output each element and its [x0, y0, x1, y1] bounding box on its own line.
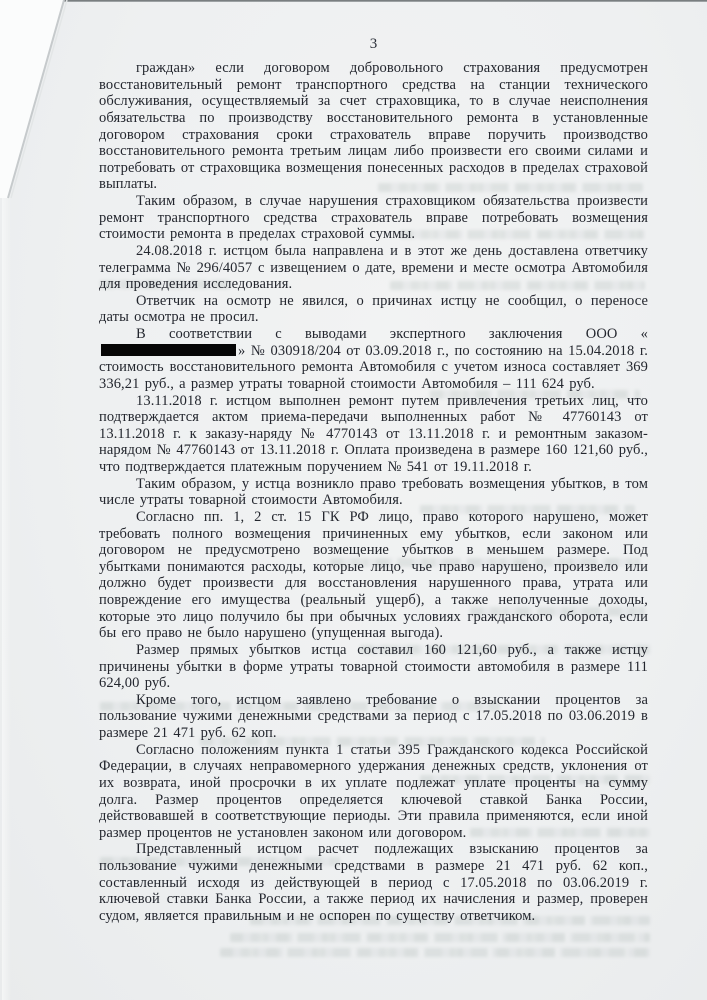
body-paragraph: 24.08.2018 г. истцом была направлена и в этот же день доставлена ответчику телеграмма № 296/4057 с извещением о дате, времени и месте осмотра Автомобиля для проведения исследования.	[99, 242, 648, 293]
redaction-bar	[101, 344, 236, 356]
bleedthrough-artifact	[230, 933, 650, 942]
body-paragraph	[99, 326, 648, 393]
folded-corner-icon	[0, 0, 100, 210]
body-paragraph: Согласно пп. 1, 2 ст. 15 ГК РФ лицо, право которого нарушено, может требовать полного возмещения причиненных ему убытков, если законом или договором не предусмотрено возмещение убытков в меньшем размере. Под убытками понимаются расходы, которые лицо, чье право нарушено, произвело или должно будет произвести для восстановления нарушенного права, утрата или повреждение его имущества (реальный ущерб), а также неполученные доходы, которые это лицо получило бы при обычных условиях гражданского оборота, если бы его право не было нарушено (упущенная выгода).	[99, 508, 648, 642]
page-left-highlight	[2, 190, 11, 1000]
body-paragraph: Таким образом, в случае нарушения страховщиком обязательства произвести ремонт транспортного средства страхователь вправе потребовать возмещения стоимости ремонта в пределах страховой суммы.	[99, 193, 648, 243]
body-paragraph: Согласно положениям пункта 1 статьи 395 Гражданского кодекса Российской Федерации, в случаях неправомерного удержания денежных средств, уклонения от их возврата, иной просрочки в их уплате подлежат уплате проценты на сумму долга. Размер процентов определяется ключевой ставкой Банка России, действовавшей в соответствующие периоды. Эти правила применяются, если иной размер процентов не установлен законом или договором.	[99, 741, 648, 841]
body-paragraph: Ответчик на осмотр не явился, о причинах истцу не сообщил, о переносе даты осмотра не просил.	[99, 292, 648, 326]
paragraph-text-after-redaction: » № 030918/204 от 03.09.2018 г., по состоянию на 15.04.2018 г. стоимость восстановительного ремонта Автомобиля с учетом износа составляет 369 336,21 руб., а размер утраты товарной стоимости Автомобиля – 111 624 руб.	[99, 342, 648, 392]
document-body	[99, 60, 648, 925]
body-paragraph: Таким образом, у истца возникло право требовать возмещения убытков, в том числе утраты товарной стоимости Автомобиля.	[99, 475, 648, 509]
body-paragraph: Кроме того, истцом заявлено требование о взыскании процентов за пользование чужими денежными средствами за период с 17.05.2018 по 03.06.2019 в размере 21 471 руб. 62 коп.	[99, 691, 648, 741]
page-number: 3	[369, 36, 378, 52]
scan-edge-top	[0, 0, 707, 2]
bleedthrough-artifact	[220, 948, 650, 957]
paragraph-text-before-redaction: В соответствии с выводами экспертного заключения ООО «	[136, 326, 648, 342]
body-paragraph: Размер прямых убытков истца составил 160 121,60 руб., а также истцу причинены убытки в форме утраты товарной стоимости автомобиля в размере 111 624,00 руб.	[99, 641, 648, 692]
body-paragraph: Представленный истцом расчет подлежащих взысканию процентов за пользование чужими денежными средствами в размере 21 471 руб. 62 коп., составленный исходя из действующей в период с 17.05.2018 по 03.06.2019 г. ключевой ставки Банка России, а также период их начисления и размер, проверен судом, является правильным и не оспорен по существу ответчиком.	[99, 841, 648, 924]
body-paragraph: 13.11.2018 г. истцом выполнен ремонт путем привлечения третьих лиц, что подтверждается актом приема-передачи выполненных работ № 47760143 от 13.11.2018 г. к заказу-наряду № 4770143 от 13.11.2018 г. и ремонтным заказом-нарядом № 47760143 от 13.11.2018 г. Оплата произведена в размере 160 121,60 руб., что подтверждается платежным поручением № 541 от 19.11.2018 г.	[99, 392, 648, 475]
body-paragraph: граждан» если договором добровольного страхования предусмотрен восстановительный ремонт транспортного средства на станции технического обслуживания, осуществляемый за счет страховщика, то в случае неисполнения обязательства по производству восстановительного ремонта в установленные договором страхования сроки страхователь вправе поручить производство восстановительного ремонта третьим лицам либо произвести его своими силами и потребовать от страховщика возмещения понесенных расходов в пределах страховой выплаты.	[99, 60, 648, 193]
